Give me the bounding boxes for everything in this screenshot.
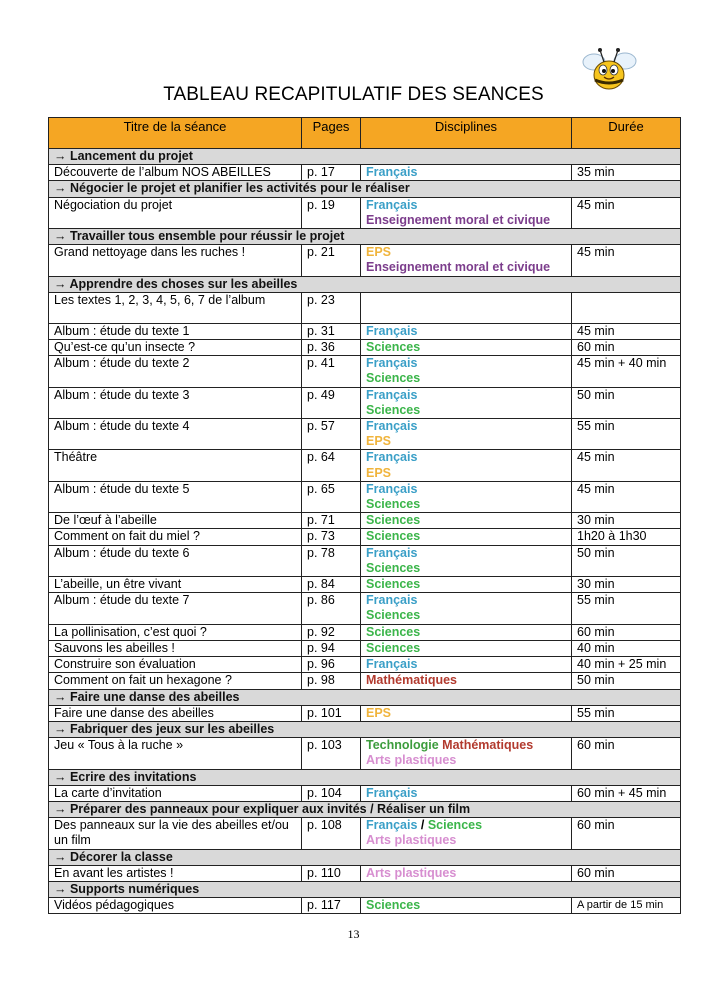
section-row <box>49 881 681 897</box>
discipline-arts: Arts plastiques <box>366 833 457 848</box>
seance-duree: 60 min <box>572 818 681 849</box>
table-row <box>49 785 681 801</box>
seance-duree: 45 min <box>572 450 681 481</box>
seance-disciplines <box>361 197 572 228</box>
table-row <box>49 356 681 387</box>
seance-disciplines <box>361 705 572 721</box>
seance-title: Album : étude du texte 7 <box>49 593 302 624</box>
header-disciplines: Disciplines <box>361 118 572 149</box>
section-row <box>49 276 681 292</box>
seance-title: Négociation du projet <box>49 197 302 228</box>
discipline-francais: Français <box>366 818 418 833</box>
header-titre: Titre de la séance <box>49 118 302 149</box>
seance-disciplines <box>361 481 572 512</box>
table-row <box>49 419 681 450</box>
table-row <box>49 657 681 673</box>
seance-duree: 45 min + 40 min <box>572 356 681 387</box>
seance-title: Construire son évaluation <box>49 657 302 673</box>
table-row <box>49 593 681 624</box>
seance-title: La pollinisation, c’est quoi ? <box>49 624 302 640</box>
header-pages: Pages <box>302 118 361 149</box>
discipline-francais: Français <box>366 545 418 560</box>
seance-disciplines <box>361 529 572 545</box>
seance-title: Qu’est-ce qu’un insecte ? <box>49 340 302 356</box>
seance-page: p. 21 <box>302 245 361 276</box>
section-row <box>49 769 681 785</box>
seance-disciplines <box>361 865 572 881</box>
discipline-math: Mathématiques <box>442 738 534 753</box>
seance-disciplines <box>361 292 572 323</box>
section-title: → Décorer la classe <box>49 849 681 865</box>
seance-duree: A partir de 15 min <box>572 898 681 914</box>
table-row <box>49 818 681 849</box>
seance-page: p. 92 <box>302 624 361 640</box>
seance-page: p. 94 <box>302 640 361 656</box>
discipline-francais: Français <box>366 387 418 402</box>
seance-disciplines <box>361 450 572 481</box>
discipline-emc: Enseignement moral et civique <box>366 260 551 275</box>
seance-title: Des panneaux sur la vie des abeilles et/ou un film <box>49 818 302 849</box>
seance-page: p. 84 <box>302 577 361 593</box>
seance-page: p. 31 <box>302 323 361 339</box>
seance-title: Album : étude du texte 5 <box>49 481 302 512</box>
seance-title: L’abeille, un être vivant <box>49 577 302 593</box>
table-row <box>49 640 681 656</box>
seance-duree: 55 min <box>572 593 681 624</box>
table-row <box>49 481 681 512</box>
table-row <box>49 865 681 881</box>
section-title: → Supports numériques <box>49 881 681 897</box>
discipline-sciences: Sciences <box>366 529 421 544</box>
table-row <box>49 340 681 356</box>
table-row <box>49 245 681 276</box>
seance-title: Découverte de l’album NOS ABEILLES <box>49 165 302 181</box>
section-row <box>49 689 681 705</box>
seance-page: p. 98 <box>302 673 361 689</box>
discipline-sciences: Sciences <box>427 818 483 833</box>
table-row <box>49 529 681 545</box>
seance-duree: 60 min <box>572 738 681 769</box>
seance-disciplines <box>361 640 572 656</box>
seance-page: p. 78 <box>302 545 361 576</box>
discipline-sciences: Sciences <box>366 577 421 592</box>
discipline-sciences: Sciences <box>366 560 421 575</box>
seance-disciplines <box>361 785 572 801</box>
seance-page: p. 49 <box>302 387 361 418</box>
discipline-francais: Français <box>366 197 418 212</box>
table-row <box>49 513 681 529</box>
seance-page: p. 108 <box>302 818 361 849</box>
table-row <box>49 705 681 721</box>
seance-title: Comment on fait un hexagone ? <box>49 673 302 689</box>
discipline-plain: / <box>417 818 428 833</box>
seance-duree: 1h20 à 1h30 <box>572 529 681 545</box>
section-title: → Négocier le projet et planifier les activités pour le réaliser <box>49 181 681 197</box>
discipline-francais: Français <box>366 593 418 608</box>
seance-disciplines <box>361 738 572 769</box>
seance-page: p. 41 <box>302 356 361 387</box>
seance-title: De l’œuf à l’abeille <box>49 513 302 529</box>
seance-duree: 40 min + 25 min <box>572 657 681 673</box>
seance-duree: 55 min <box>572 705 681 721</box>
table-row <box>49 624 681 640</box>
discipline-francais: Français <box>366 481 418 496</box>
seance-disciplines <box>361 165 572 181</box>
recap-table <box>48 117 681 914</box>
discipline-francais: Français <box>366 785 418 800</box>
seance-title: Faire une danse des abeilles <box>49 705 302 721</box>
table-row <box>49 165 681 181</box>
discipline-sciences: Sciences <box>366 513 421 528</box>
discipline-arts: Arts plastiques <box>366 753 457 768</box>
discipline-eps: EPS <box>366 434 392 449</box>
section-title: → Faire une danse des abeilles <box>49 689 681 705</box>
seance-page: p. 103 <box>302 738 361 769</box>
discipline-sciences: Sciences <box>366 402 421 417</box>
seance-page: p. 64 <box>302 450 361 481</box>
seance-duree: 30 min <box>572 513 681 529</box>
seance-disciplines <box>361 513 572 529</box>
seance-duree: 50 min <box>572 545 681 576</box>
section-title: → Ecrire des invitations <box>49 769 681 785</box>
section-row <box>49 801 681 817</box>
seance-title: En avant les artistes ! <box>49 865 302 881</box>
discipline-francais: Français <box>366 419 418 434</box>
seance-page: p. 17 <box>302 165 361 181</box>
seance-disciplines <box>361 323 572 339</box>
seance-duree: 45 min <box>572 481 681 512</box>
seance-title: Album : étude du texte 4 <box>49 419 302 450</box>
section-row <box>49 229 681 245</box>
seance-page: p. 96 <box>302 657 361 673</box>
discipline-math: Mathématiques <box>366 673 457 688</box>
seance-duree: 60 min + 45 min <box>572 785 681 801</box>
seance-duree: 50 min <box>572 673 681 689</box>
seance-duree: 45 min <box>572 245 681 276</box>
table-row <box>49 545 681 576</box>
discipline-francais: Français <box>366 165 418 180</box>
discipline-eps: EPS <box>366 245 392 260</box>
seance-page: p. 23 <box>302 292 361 323</box>
seance-page: p. 36 <box>302 340 361 356</box>
seance-disciplines <box>361 898 572 914</box>
discipline-techno: Technologie <box>366 738 439 753</box>
discipline-eps: EPS <box>366 705 392 720</box>
table-row <box>49 738 681 769</box>
seance-page: p. 117 <box>302 898 361 914</box>
discipline-arts: Arts plastiques <box>366 865 457 880</box>
seance-disciplines <box>361 657 572 673</box>
seance-title: Album : étude du texte 2 <box>49 356 302 387</box>
discipline-francais: Français <box>366 356 418 371</box>
seance-duree: 40 min <box>572 640 681 656</box>
seance-disciplines <box>361 545 572 576</box>
seance-duree: 45 min <box>572 323 681 339</box>
seance-title: Album : étude du texte 3 <box>49 387 302 418</box>
section-title: → Préparer des panneaux pour expliquer aux invités / Réaliser un film <box>49 801 681 817</box>
seance-title: Comment on fait du miel ? <box>49 529 302 545</box>
seance-title: Album : étude du texte 6 <box>49 545 302 576</box>
seance-title: Théâtre <box>49 450 302 481</box>
seance-title: Grand nettoyage dans les ruches ! <box>49 245 302 276</box>
page-number: 13 <box>347 927 360 941</box>
seance-disciplines <box>361 624 572 640</box>
table-row <box>49 387 681 418</box>
table-row <box>49 898 681 914</box>
seance-disciplines <box>361 245 572 276</box>
seance-duree: 60 min <box>572 340 681 356</box>
table-row <box>49 673 681 689</box>
page-title: TABLEAU RECAPITULATIF DES SEANCES <box>163 84 544 105</box>
discipline-sciences: Sciences <box>366 608 421 623</box>
seance-duree: 35 min <box>572 165 681 181</box>
discipline-francais: Français <box>366 657 418 672</box>
seance-title: Sauvons les abeilles ! <box>49 640 302 656</box>
seance-duree: 30 min <box>572 577 681 593</box>
seance-duree: 45 min <box>572 197 681 228</box>
seance-page: p. 110 <box>302 865 361 881</box>
seance-page: p. 101 <box>302 705 361 721</box>
seance-title: Album : étude du texte 1 <box>49 323 302 339</box>
table-row <box>49 323 681 339</box>
discipline-francais: Français <box>366 450 418 465</box>
section-title: → Lancement du projet <box>49 149 681 165</box>
discipline-sciences: Sciences <box>366 371 421 386</box>
seance-title: La carte d’invitation <box>49 785 302 801</box>
table-row <box>49 292 681 323</box>
section-title: → Travailler tous ensemble pour réussir le projet <box>49 229 681 245</box>
seance-duree: 50 min <box>572 387 681 418</box>
seance-title: Les textes 1, 2, 3, 4, 5, 6, 7 de l’album <box>49 292 302 323</box>
seance-title: Vidéos pédagogiques <box>49 898 302 914</box>
discipline-sciences: Sciences <box>366 624 421 639</box>
section-title: → Apprendre des choses sur les abeilles <box>49 276 681 292</box>
seance-disciplines <box>361 593 572 624</box>
seance-disciplines <box>361 818 572 849</box>
discipline-francais: Français <box>366 323 418 338</box>
seance-disciplines <box>361 673 572 689</box>
table-row <box>49 450 681 481</box>
section-row <box>49 181 681 197</box>
seance-page: p. 86 <box>302 593 361 624</box>
seance-duree: 60 min <box>572 865 681 881</box>
discipline-emc: Enseignement moral et civique <box>366 212 551 227</box>
header-duree: Durée <box>572 118 681 149</box>
seance-disciplines <box>361 577 572 593</box>
seance-disciplines <box>361 340 572 356</box>
discipline-sciences: Sciences <box>366 340 421 355</box>
seance-duree: 60 min <box>572 624 681 640</box>
section-row <box>49 849 681 865</box>
seance-disciplines <box>361 356 572 387</box>
seance-page: p. 104 <box>302 785 361 801</box>
discipline-sciences: Sciences <box>366 497 421 512</box>
table-header-row <box>49 118 681 149</box>
table-row <box>49 197 681 228</box>
discipline-sciences: Sciences <box>366 640 421 655</box>
table-row <box>49 577 681 593</box>
seance-page: p. 71 <box>302 513 361 529</box>
seance-duree: 55 min <box>572 419 681 450</box>
seance-disciplines <box>361 387 572 418</box>
seance-disciplines <box>361 419 572 450</box>
discipline-sciences: Sciences <box>366 898 421 913</box>
seance-title: Jeu « Tous à la ruche » <box>49 738 302 769</box>
seance-page: p. 19 <box>302 197 361 228</box>
section-row <box>49 149 681 165</box>
discipline-eps: EPS <box>366 465 392 480</box>
seance-page: p. 57 <box>302 419 361 450</box>
seance-page: p. 73 <box>302 529 361 545</box>
seance-page: p. 65 <box>302 481 361 512</box>
section-row <box>49 721 681 737</box>
section-title: → Fabriquer des jeux sur les abeilles <box>49 721 681 737</box>
seance-duree <box>572 292 681 323</box>
